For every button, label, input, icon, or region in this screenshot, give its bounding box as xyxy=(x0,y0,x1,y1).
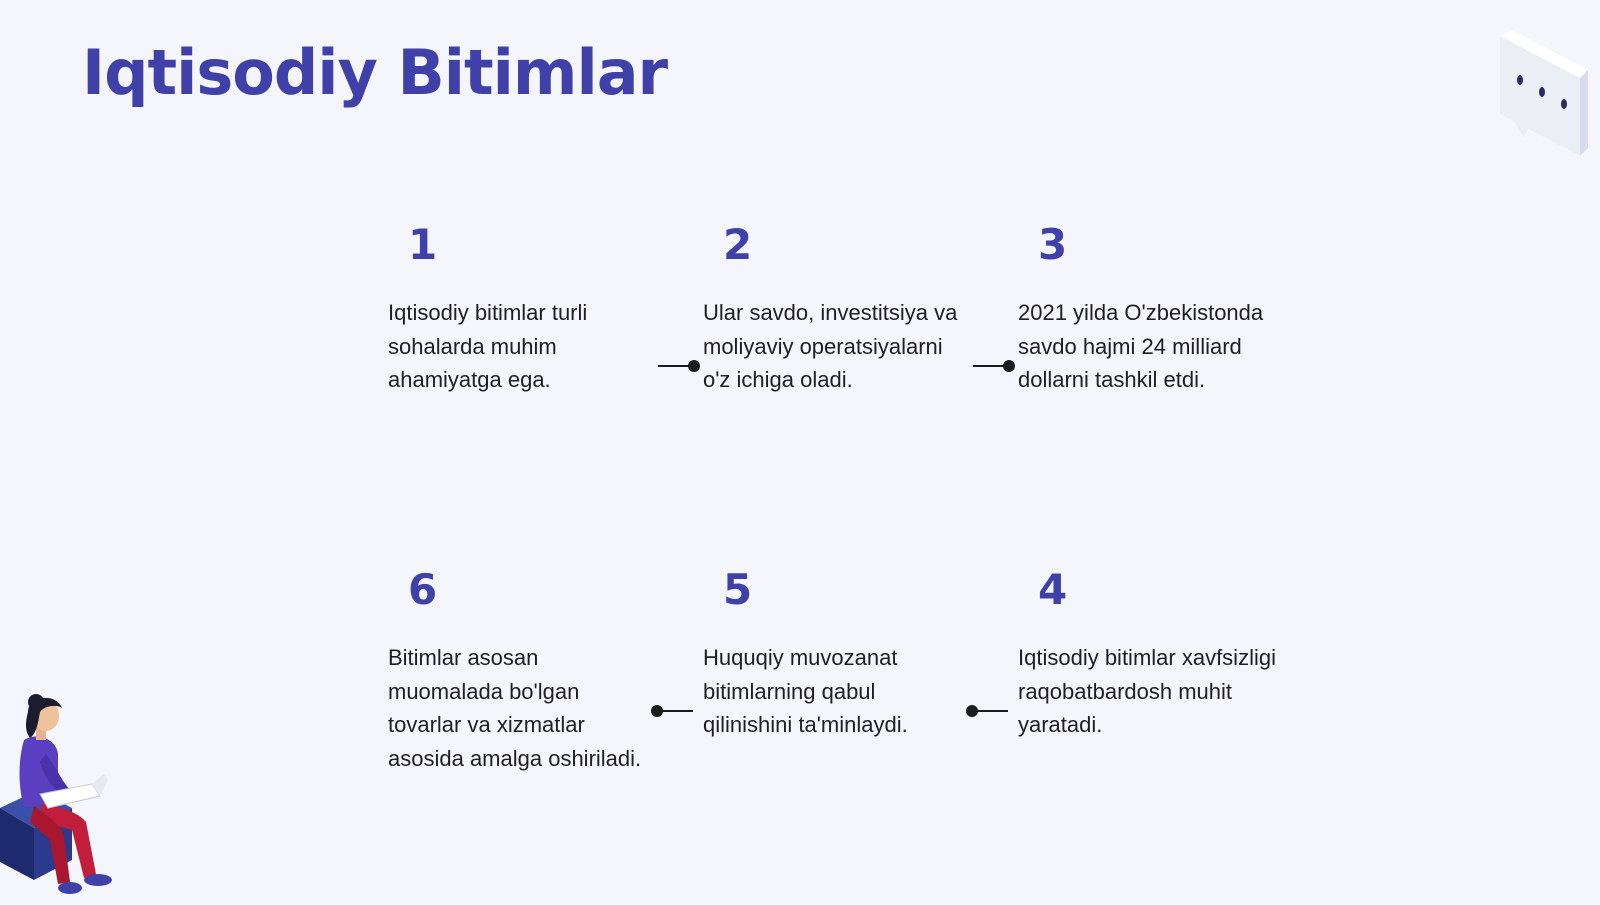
step-number: 5 xyxy=(723,565,753,614)
step-number: 3 xyxy=(1038,220,1068,269)
step-text: 2021 yilda O'zbekistonda savdo hajmi 24 milliard dollarni tashkil etdi. xyxy=(1018,300,1264,392)
step-number: 6 xyxy=(408,565,438,614)
step-text: Huquqiy muvozanat bitimlarning qabul qilinishini ta'minlaydi. xyxy=(703,645,908,737)
step-number: 1 xyxy=(408,220,438,269)
step-number: 2 xyxy=(723,220,753,269)
speech-bubble-icon xyxy=(1490,28,1590,158)
person-with-laptop-illustration xyxy=(0,690,140,900)
step-number: 4 xyxy=(1038,565,1068,614)
step-text: Ular savdo, investitsiya va moliyaviy operatsiyalarni o'z ichiga oladi. xyxy=(703,300,958,392)
connector-arrow xyxy=(651,704,693,718)
step-text: Bitimlar asosan muomalada bo'lgan tovarlar va xizmatlar asosida amalga oshiriladi. xyxy=(388,645,642,771)
connector-arrow xyxy=(658,359,700,373)
step-text: Iqtisodiy bitimlar turli sohalarda muhim ahamiyatga ega. xyxy=(388,300,588,392)
connector-arrow xyxy=(966,704,1008,718)
slide-title: Iqtisodiy Bitimlar xyxy=(82,36,668,109)
connector-arrow xyxy=(973,359,1015,373)
step-text: Iqtisodiy bitimlar xavfsizligi raqobatbardosh muhit yaratadi. xyxy=(1018,645,1276,737)
